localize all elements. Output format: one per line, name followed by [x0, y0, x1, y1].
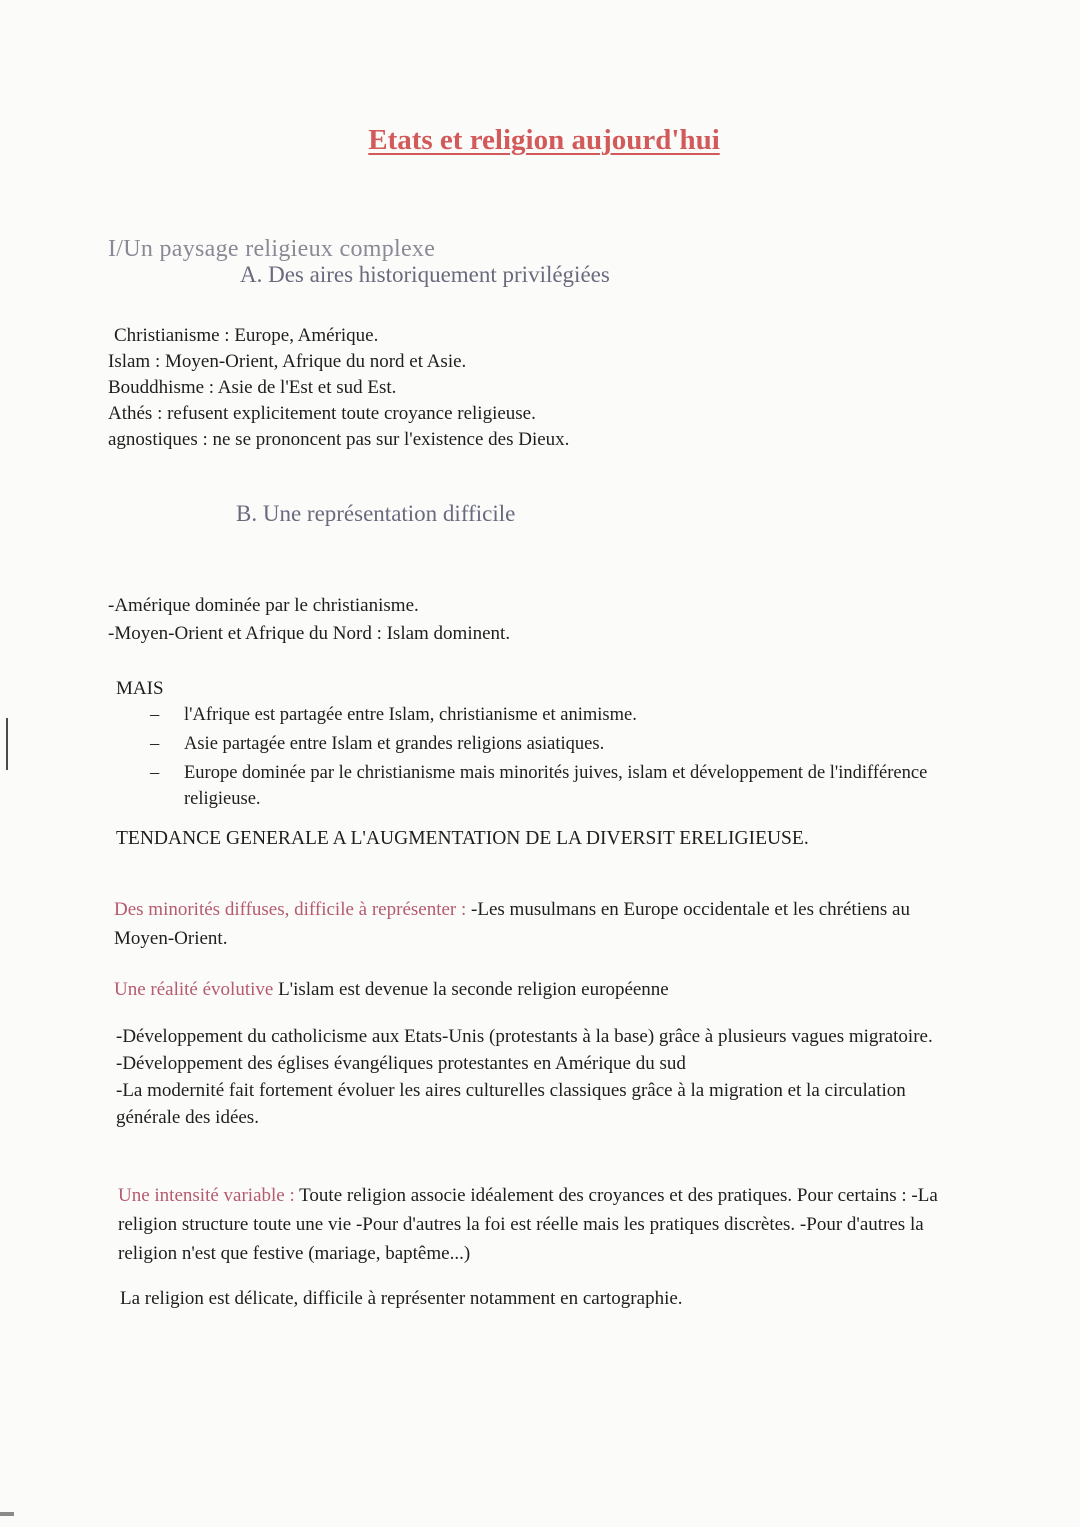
- intensity-label: Une intensité variable :: [118, 1185, 295, 1206]
- list-item-text: Asie partagée entre Islam et grandes religions asiatiques.: [184, 734, 605, 754]
- evolution-point: -La modernité fait fortement évoluer les aires culturelles classiques grâce à la migration et la circulation générale des idées.: [116, 1080, 906, 1128]
- evolution-points: [116, 1023, 966, 1131]
- list-item: [150, 702, 950, 728]
- minorities-paragraph: [114, 895, 944, 953]
- scan-artifact-corner: [0, 1512, 14, 1516]
- list-item-text: Europe dominée par le christianisme mais minorités juives, islam et développement de l'indifférence religieuse.: [184, 763, 928, 809]
- religion-area-line: Bouddhisme : Asie de l'Est et sud Est.: [108, 377, 397, 398]
- minorities-label: Des minorités diffuses, difficile à représenter :: [114, 899, 467, 920]
- dash-bullet: –: [150, 734, 160, 754]
- list-item: [150, 760, 950, 812]
- religion-area-line: Athés : refusent explicitement toute croyance religieuse.: [108, 403, 536, 424]
- evolution-paragraph: [114, 975, 974, 1004]
- page-title: [0, 124, 1080, 157]
- intensity-paragraph: [118, 1181, 948, 1268]
- section-heading: I/Un paysage religieux complexe: [108, 236, 436, 262]
- religion-area-line: agnostiques : ne se prononcent pas sur l'existence des Dieux.: [108, 429, 570, 450]
- dash-bullet: –: [150, 705, 160, 725]
- list-item-text: l'Afrique est partagée entre Islam, christianisme et animisme.: [184, 705, 637, 725]
- evolution-label: Une réalité évolutive: [114, 979, 274, 1000]
- domination-line: -Amérique dominée par le christianisme.: [108, 595, 419, 616]
- subsection-b-heading: B. Une représentation difficile: [236, 501, 516, 526]
- trend-statement: TENDANCE GENERALE A L'AUGMENTATION DE LA DIVERSIT ERELIGIEUSE.: [116, 828, 809, 849]
- minorities-text: -Les musulmans en Europe occidentale et les chrétiens au Moyen-Orient.: [114, 899, 910, 949]
- dash-bullet: –: [150, 763, 160, 783]
- domination-line: -Moyen-Orient et Afrique du Nord : Islam dominent.: [108, 623, 511, 644]
- evolution-point: -Développement du catholicisme aux Etats-Unis (protestants à la base) grâce à plusieurs vagues migratoire.: [116, 1026, 933, 1047]
- religion-area-line: Christianisme : Europe, Amérique.: [114, 325, 379, 346]
- evolution-text: L'islam est devenue la seconde religion européenne: [273, 979, 669, 1000]
- conclusion: La religion est délicate, difficile à représenter notamment en cartographie.: [120, 1288, 683, 1309]
- scan-artifact-line: [6, 718, 8, 770]
- intensity-text: Toute religion associe idéalement des croyances et des pratiques. Pour certains : -La religion structure toute une vie -Pour d'autres la foi est réelle mais les pratiques discrètes. -Pour d'autres la religion n'est que festive (mariage, baptême...): [118, 1185, 938, 1264]
- page-title-text: Etats et religion aujourd'hui: [368, 124, 720, 156]
- evolution-point: -Développement des églises évangéliques protestantes en Amérique du sud: [116, 1053, 686, 1074]
- domination-list: [108, 593, 510, 647]
- religion-areas-list: [108, 323, 569, 453]
- subsection-a-heading: A. Des aires historiquement privilégiées: [240, 262, 610, 287]
- religion-area-line: Islam : Moyen-Orient, Afrique du nord et Asie.: [108, 351, 467, 372]
- nuance-list: [150, 702, 950, 815]
- mais-label: MAIS: [116, 678, 164, 699]
- list-item: [150, 731, 950, 757]
